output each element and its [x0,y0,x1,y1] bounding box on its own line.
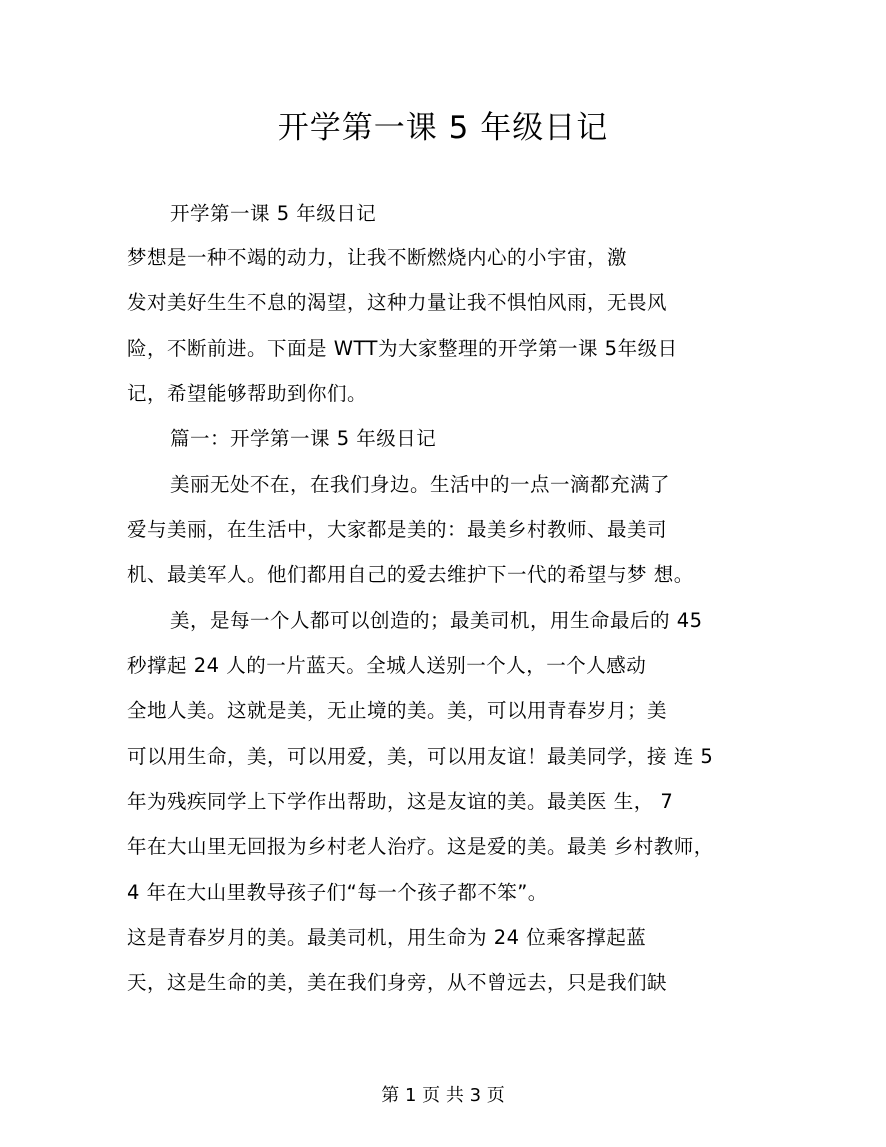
subtitle-line: 开学第一课 5 年级日记 [170,202,377,225]
section-heading: 篇一：开学第一课 5 年级日记 [170,427,437,450]
text-line: 险，不断前进。下面是 WTT为大家整理的开学第一课 5年级日 [127,337,678,360]
text-line: 梦想是一种不竭的动力，让我不断燃烧内心的小宇宙，激 [127,246,628,269]
text-line: 发对美好生生不息的渴望，这种力量让我不惧怕风雨，无畏风 [127,291,668,314]
document-title: 开学第一课 5 年级日记 [277,110,609,146]
text-line: 美，是每一个人都可以创造的；最美司机，用生命最后的 45 [170,609,703,632]
page-number: 第 1 页 共 3 页 [381,1085,505,1106]
text-line: 记，希望能够帮助到你们。 [127,382,368,405]
text-line: 美丽无处不在，在我们身边。生活中的一点一滴都充满了 [170,473,671,496]
text-line: 机、最美军人。他们都用自己的爱去维护下一代的希望与梦 想。 [127,563,694,586]
text-line: 可以用生命，美，可以用爱，美，可以用友谊！最美同学，接 连 5 [127,745,714,768]
text-line: 天，这是生命的美，美在我们身旁，从不曾远去，只是我们缺 [127,971,668,994]
text-line: 这是青春岁月的美。最美司机，用生命为 24 位乘客撑起蓝 [127,926,647,949]
text-line: 年为残疾同学上下学作出帮助，这是友谊的美。最美医 生， 7 [127,790,674,813]
text-line: 爱与美丽，在生活中，大家都是美的：最美乡村教师、最美司 [127,518,668,541]
text-line: 年在大山里无回报为乡村老人治疗。这是爱的美。最美 乡村教师， [127,835,714,858]
text-line: 秒撑起 24 人的一片蓝天。全城人送别一个人，一个人感动 [127,654,647,677]
text-line: 4 年在大山里教导孩子们“每一个孩子都不笨”。 [127,881,548,904]
text-line: 全地人美。这就是美，无止境的美。美，可以用青春岁月；美 [127,699,668,722]
